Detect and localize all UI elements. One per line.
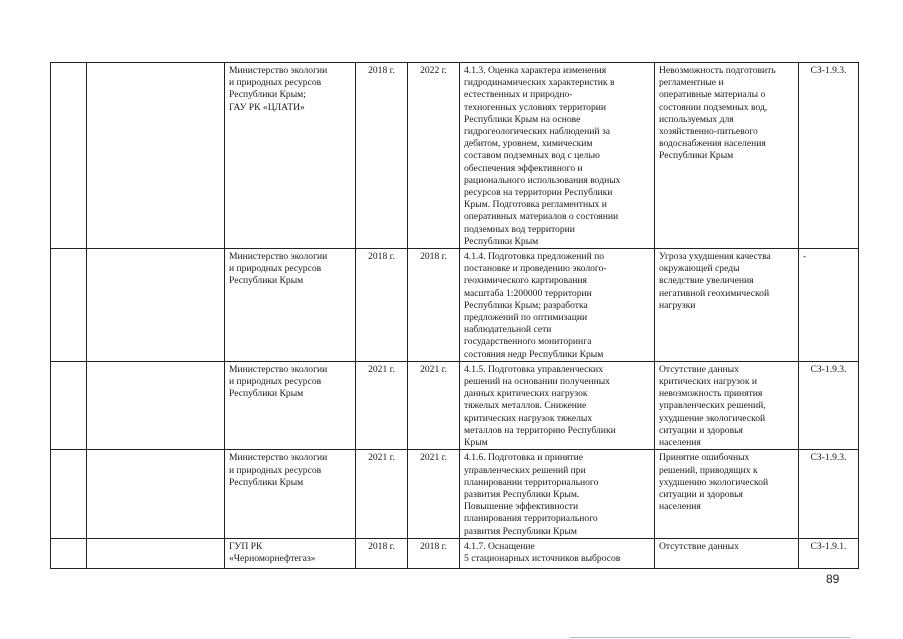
table-row — [51, 450, 859, 538]
measure-cell: 4.1.4. Подготовка предложений по постановке и проведению эколого- геохимического картирования масштаба 1:200000 территории Республики Крым; разработка предложений по оптимизации наблюдательной сети государственного мониторинга состояния недр Республики Крым — [460, 249, 655, 362]
executor-cell: ГУП РК «Черноморнефтегаз» — [225, 538, 356, 568]
measure-cell: 4.1.3. Оценка характера изменения гидродинамических характеристик в естественных и природно- техногенных условиях территории Республики Крым на основе гидрогеологических наблюдений за дебитом, уровнем, химическим составом подземных вод с целью обеспечения эффективного и рационального использования водных ресурсов на территории Республики Крым. Подготовка регламентных и оперативных материалов о состоянии подземных вод территории Республики Крым — [460, 63, 655, 249]
table-row — [51, 249, 859, 362]
empty-cell — [87, 361, 225, 449]
consequence-cell: Отсутствие данных — [655, 538, 799, 568]
empty-cell — [51, 63, 87, 249]
start-year-cell: 2018 г. — [356, 538, 408, 568]
measure-cell: 4.1.7. Оснащение 5 стационарных источников выбросов — [460, 538, 655, 568]
end-year-cell: 2022 г. — [408, 63, 460, 249]
empty-cell — [87, 538, 225, 568]
start-year-cell: 2018 г. — [356, 63, 408, 249]
end-year-cell: 2021 г. — [408, 450, 460, 538]
empty-cell — [87, 450, 225, 538]
link-cell: СЗ-1.9.3. — [799, 361, 859, 449]
end-year-cell: 2018 г. — [408, 249, 460, 362]
start-year-cell: 2021 г. — [356, 361, 408, 449]
empty-cell — [87, 249, 225, 362]
consequence-cell: Отсутствие данных критических нагрузок и невозможность принятия управленческих решений, ухудшение экологической ситуации и здоровья населения — [655, 361, 799, 449]
table-row — [51, 361, 859, 449]
end-year-cell: 2021 г. — [408, 361, 460, 449]
empty-cell — [51, 249, 87, 362]
table-row — [51, 63, 859, 249]
link-cell: СЗ-1.9.1. — [799, 538, 859, 568]
table-row — [51, 538, 859, 568]
measure-cell: 4.1.6. Подготовка и принятие управленческих решений при планировании территориального развития Республики Крым. Повышение эффективности планирования территориального развития Республики Крым — [460, 450, 655, 538]
consequence-cell: Угроза ухудшения качества окружающей среды вследствие увеличения негативной геохимической нагрузки — [655, 249, 799, 362]
end-year-cell: 2018 г. — [408, 538, 460, 568]
consequence-cell: Принятие ошибочных решений, приводящих к ухудшению экологической ситуации и здоровья населения — [655, 450, 799, 538]
executor-cell: Министерство экологии и природных ресурсов Республики Крым; ГАУ РК «ЦЛАТИ» — [225, 63, 356, 249]
empty-cell — [51, 538, 87, 568]
measure-cell: 4.1.5. Подготовка управленческих решений на основании полученных данных критических нагрузок тяжелых металлов. Снижение критических нагрузок тяжелых металлов на территорию Республики Крым — [460, 361, 655, 449]
link-cell: СЗ-1.9.3. — [799, 450, 859, 538]
empty-cell — [51, 361, 87, 449]
empty-cell — [51, 450, 87, 538]
page-number: 89 — [826, 572, 840, 586]
consequence-cell: Невозможность подготовить регламентные и оперативные материалы о состоянии подземных вод, используемых для хозяйственно-питьевого водоснабжения населения Республики Крым — [655, 63, 799, 249]
measures-table — [50, 62, 859, 569]
link-cell: - — [799, 249, 859, 362]
start-year-cell: 2021 г. — [356, 450, 408, 538]
start-year-cell: 2018 г. — [356, 249, 408, 362]
link-cell: СЗ-1.9.3. — [799, 63, 859, 249]
empty-cell — [87, 63, 225, 249]
executor-cell: Министерство экологии и природных ресурсов Республики Крым — [225, 450, 356, 538]
scan-edge-line — [570, 637, 850, 638]
executor-cell: Министерство экологии и природных ресурсов Республики Крым — [225, 361, 356, 449]
executor-cell: Министерство экологии и природных ресурсов Республики Крым — [225, 249, 356, 362]
